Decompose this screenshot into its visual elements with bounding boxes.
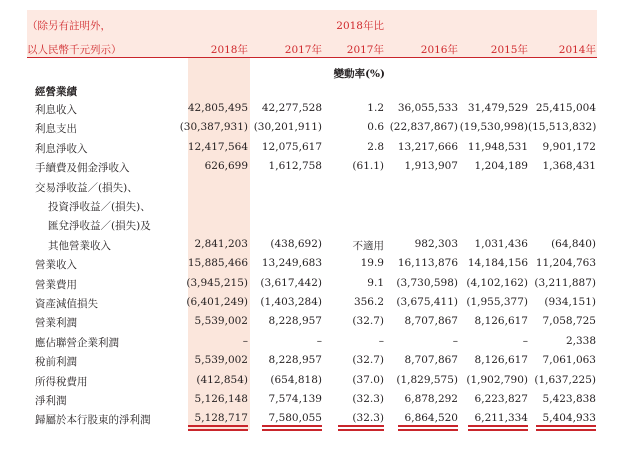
table-row [0,335,630,353]
row-label: 利息收入 [35,104,77,116]
row-value-col-1: 626,699 [204,160,248,173]
underline-2017 [262,425,322,427]
row-value-col-4: 982,303 [414,237,458,250]
row-value-col-2: 42,277,528 [261,102,322,114]
row-value-col-5: 8,126,617 [474,315,528,328]
row-value-col-6: 9,901,172 [542,140,596,153]
row-value-col-6: (934,151) [544,296,596,308]
section-title: 經營業績 [35,86,77,98]
row-value-col-5: 1,031,436 [474,237,528,250]
row-label: 淨利潤 [35,395,67,407]
row-value-col-6: 1,368,431 [542,160,596,173]
row-value-col-1: 5,128,717 [194,412,248,425]
row-value-col-1: 15,885,466 [187,257,248,270]
table-row [0,315,630,333]
table-row [0,277,630,295]
col-head-2018: 2018年 [210,44,248,56]
row-label: 投資淨收益／(損失)、 [48,201,151,213]
row-value-col-2: 7,574,139 [268,393,322,405]
row-label: 營業費用 [35,278,77,291]
table-row [0,199,630,217]
table-row [0,393,630,411]
row-value-col-3: (37.0) [352,373,384,386]
row-value-col-4: 16,113,876 [397,257,458,270]
row-value-col-3: – [378,334,384,347]
row-label: 營業利潤 [35,317,77,330]
table-row [0,296,630,314]
row-value-col-3: 2.8 [367,140,384,153]
row-label: 其他營業收入 [48,239,111,252]
row-value-col-2: (438,692) [270,237,322,250]
row-label: 匯兌淨收益／(損失)及 [48,220,151,233]
table-row [0,374,630,392]
row-value-col-2: 12,075,617 [261,140,322,153]
row-value-col-1: (3,945,215) [186,276,248,289]
table-row [0,238,630,256]
row-label: 交易淨收益／(損失)、 [35,181,138,194]
underline-change-b [338,429,384,431]
row-value-col-6: 7,061,063 [542,354,596,367]
row-value-col-3: 356.2 [353,296,384,308]
row-value-col-4: 8,707,867 [404,354,458,367]
currency-note-line2: 以人民幣千元列示） [27,44,122,56]
row-value-col-4: 1,913,907 [404,160,458,173]
row-value-col-5: (19,530,998) [459,121,528,134]
row-value-col-6: 5,404,933 [542,412,596,425]
row-value-col-3: 1.2 [367,102,384,114]
row-value-col-6: 25,415,004 [535,102,596,114]
row-value-col-5: (1,902,790) [466,373,528,386]
row-value-col-3: (61.1) [352,160,384,173]
row-value-col-2: (654,818) [270,373,322,386]
col-head-2014: 2014年 [558,44,596,56]
row-label: 歸屬於本行股東的淨利潤 [35,414,151,427]
table-row [0,121,630,139]
row-value-col-3: (32.3) [352,412,384,425]
row-value-col-2: 7,580,055 [268,412,322,425]
table-row [0,141,630,159]
row-value-col-1: (30,387,931) [179,121,248,134]
row-value-col-2: 13,249,683 [261,257,322,270]
row-value-col-5: 31,479,529 [467,102,528,114]
row-value-col-2: (1,403,284) [260,296,322,308]
compare-header: 2018年比 [336,20,384,32]
table-row [0,354,630,372]
table-row [0,257,630,275]
row-value-col-3: (32.3) [352,393,384,405]
row-value-col-1: 42,805,495 [187,102,248,114]
row-value-col-5: 6,211,334 [474,412,528,425]
underline-2016 [398,425,458,427]
row-value-col-1: (412,854) [196,373,248,386]
row-label: 利息支出 [35,123,77,136]
row-value-col-5: 11,948,531 [467,140,528,153]
header-rule [27,57,597,58]
row-label: 稅前利潤 [35,356,77,369]
row-value-col-1: 12,417,564 [187,140,248,153]
row-value-col-6: (64,840) [551,237,596,250]
row-value-col-4: 13,217,666 [397,140,458,153]
currency-note-line1: （除另有註明外， [27,20,111,32]
row-label: 手續費及佣金淨收入 [35,162,130,175]
row-value-col-1: 5,539,002 [194,315,248,328]
row-value-col-4: 6,878,292 [404,393,458,405]
table-row [0,102,630,120]
table-row [0,412,630,430]
row-label: 利息淨收入 [35,142,88,155]
row-value-col-1: 5,539,002 [194,354,248,367]
row-value-col-5: (4,102,162) [466,276,528,289]
row-value-col-5: (1,955,377) [466,296,528,308]
col-head-2017: 2017年 [284,44,322,56]
underline-2018 [188,425,248,427]
col-head-2016: 2016年 [420,44,458,56]
underline-2015-b [468,429,528,431]
row-value-col-5: 14,184,156 [467,257,528,270]
row-value-col-6: 2,338 [565,334,596,347]
row-label: 資產減值損失 [35,298,98,310]
table-row [0,218,630,236]
row-label: 營業收入 [35,259,77,272]
row-value-col-6: 7,058,725 [542,315,596,328]
underline-2015 [468,425,528,427]
row-value-col-4: (1,829,575) [396,373,458,386]
row-label: 應佔聯營企業利潤 [35,336,119,349]
underline-2016-b [398,429,458,431]
row-value-col-4: (22,837,867) [389,121,458,134]
row-value-col-5: – [522,334,528,347]
row-value-col-2: 1,612,758 [268,160,322,173]
row-value-col-4: 8,707,867 [404,315,458,328]
row-value-col-4: 36,055,533 [397,102,458,114]
row-value-col-6: (1,637,225) [534,373,596,386]
underline-change [338,425,384,427]
row-value-col-3: (32.7) [352,354,384,367]
table-row [0,160,630,178]
row-value-col-4: (3,730,598) [396,276,458,289]
row-value-col-2: 8,228,957 [268,315,322,328]
col-head-2015: 2015年 [490,44,528,56]
row-value-col-4: 6,864,520 [404,412,458,425]
table-row [0,180,630,198]
underline-2014-b [536,429,596,431]
row-value-col-2: (30,201,911) [253,121,322,134]
underline-2017-b [262,429,322,431]
row-value-col-1: 5,126,148 [194,393,248,405]
row-value-col-3: (32.7) [352,315,384,328]
underline-2018-b [188,429,248,431]
change-rate-label: 變動率(%) [333,68,385,80]
row-value-col-5: 8,126,617 [474,354,528,367]
row-value-col-6: (3,211,887) [534,276,596,289]
row-value-col-4: – [452,334,458,347]
row-value-col-3: 9.1 [367,276,384,289]
row-value-col-3: 0.6 [367,121,384,134]
col-head-change: 2017年 [346,44,384,56]
row-label: 所得稅費用 [35,375,88,388]
row-value-col-5: 6,223,827 [474,393,528,405]
row-value-col-5: 1,204,189 [474,160,528,173]
row-value-col-2: – [316,334,322,347]
row-value-col-1: (6,401,249) [186,296,248,308]
underline-2014 [536,425,596,427]
row-value-col-6: (15,513,832) [528,121,597,134]
row-value-col-3: 不適用 [352,239,384,252]
row-value-col-3: 19.9 [360,257,384,270]
row-value-col-1: 2,841,203 [194,237,248,250]
row-value-col-2: 8,228,957 [268,354,322,367]
row-value-col-6: 5,423,838 [542,393,596,405]
row-value-col-6: 11,204,763 [535,257,596,270]
row-value-col-2: (3,617,442) [260,276,322,289]
row-value-col-1: – [242,334,248,347]
row-value-col-4: (3,675,411) [396,296,458,308]
